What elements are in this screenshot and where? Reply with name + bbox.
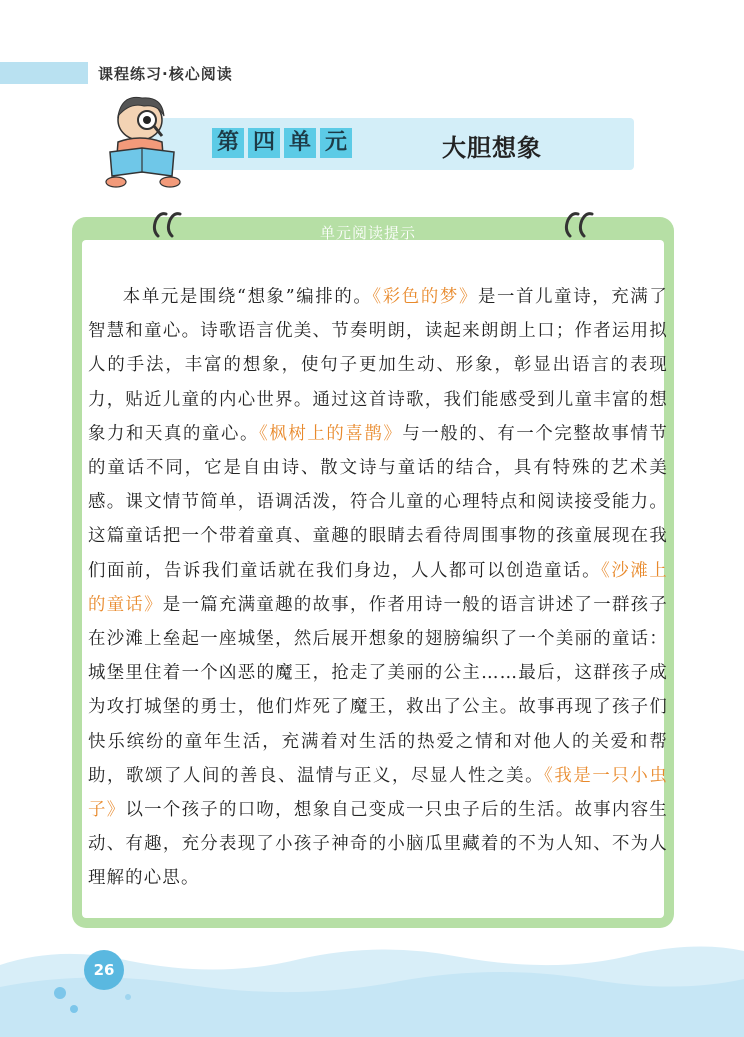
article-text: 是一篇充满童趣的故事，作者用诗一般的语言讲述了一群孩子在沙滩上垒起一座城堡，然后展开想象的翅膀编织了一个美丽的童话：城堡里住着一个凶恶的魔王，抢走了美丽的公主……最后，这群孩子成为攻打城堡的勇士，他们炸死了魔王，救出了公主。故事再现了孩子们快乐缤纷的童年生活，充满着对生活的热爱之情和对他人的关爱和帮助，歌颂了人间的善良、温情与正义，尽显人性之美。 [88,594,668,786]
binder-ring-icon [150,206,184,240]
lesson-title: 《沙滩上的童话》 [88,560,668,615]
unit-theme: 大胆想象 [442,134,542,162]
article-text: 是一首儿童诗，充满了智慧和童心。诗歌语言优美、节奏明朗，读起来朗朗上口；作者运用拟人的手法，丰富的想象，使句子更加生动、形象，彰显出语言的表现力，贴近儿童的内心世界。通过这首诗歌，我们能感受到儿童丰富的想象力和天真的童心。 [88,287,668,444]
lesson-title: 《彩色的梦》 [372,287,478,307]
card-heading: 单元阅读提示 [320,224,417,242]
unit-label-char: 四 [248,128,280,158]
article-text: 以一个孩子的口吻，想象自己变成一只虫子后的生活。故事内容生动、有趣，充分表现了小孩子神奇的小脑瓜里藏着的不为人知、不为人理解的心思。 [88,800,668,889]
article-text: 与一般的、有一个完整故事情节的童话不同，它是自由诗、散文诗与童话的结合，具有特殊的艺术美感。课文情节简单，语调活泼，符合儿童的心理特点和阅读接受能力。这篇童话把一个带着童真、童趣的眼睛去看待周围事物的孩童展现在我们面前，告诉我们童话就在我们身边，人人都可以创造童话。 [88,423,668,581]
page-number: 26 [84,950,124,990]
unit-label-char: 元 [320,128,352,158]
reading-boy-icon [100,90,192,190]
lesson-title: 《枫树上的喜鹊》 [259,423,403,444]
header-accent-bar [0,62,88,84]
unit-label [212,128,352,158]
lesson-title: 《我是一只小虫子》 [88,765,668,821]
reading-article [88,280,668,896]
series-title: 课程练习·核心阅读 [98,65,233,83]
article-text: 本单元是围绕“想象”编排的。 [122,287,373,307]
unit-label-char: 单 [284,128,316,158]
unit-label-char: 第 [212,128,244,158]
binder-ring-icon [562,206,596,240]
